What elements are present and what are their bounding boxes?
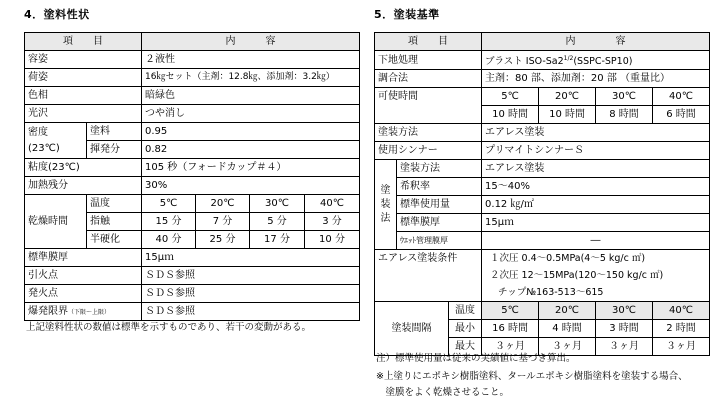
row-kashi-temp (375, 88, 710, 106)
value-chougou: 主剤：80 部、添加剤：20 部 （重量比） (482, 70, 710, 88)
label-kanetsu: 加熱残分 (25, 177, 142, 195)
value-airless (482, 250, 710, 302)
kashi-temp-cell: 40℃ (653, 88, 710, 106)
kashi-temp-cell: 30℃ (596, 88, 653, 106)
label-mitsudo-line1: 密度 (28, 126, 48, 138)
group-char: 塗 (380, 184, 391, 196)
kanso-semi-cell: 40 分 (142, 231, 196, 249)
interval-min-cell: 3 時間 (596, 320, 653, 338)
label-nisugata: 荷姿 (25, 69, 142, 87)
header-item: 項 目 (25, 33, 142, 51)
label-mitsudo (25, 123, 87, 159)
row-iroai (25, 87, 360, 105)
kashi-time-cell: 10 時間 (539, 106, 596, 124)
row-makuatsu (25, 249, 360, 267)
coating-standard-table (374, 32, 710, 356)
row-bakuhatsu (25, 303, 360, 321)
label-shitaji: 下地処理 (375, 51, 482, 70)
interval-max-cell: ３ヶ月 (539, 338, 596, 356)
right-note-3: 塗膜をよく乾燥させること。 (376, 387, 510, 398)
shitaji-suffix: (SSPC-SP10) (573, 56, 633, 68)
interval-max-cell: ３ヶ月 (596, 338, 653, 356)
row-nendo (25, 159, 360, 177)
row-shiyouryou (375, 196, 710, 214)
label-thinner: 使用シンナー (375, 142, 482, 160)
label-hakkaten: 発火点 (25, 285, 142, 303)
table-header-row (25, 33, 360, 51)
interval-temp-cell: 5℃ (482, 302, 539, 320)
label-chougou: 調合法 (375, 70, 482, 88)
value-thinner: プリマイトシンナーＳ (482, 142, 710, 160)
airless-line3: チップ№163-513～615 (498, 287, 604, 299)
label-inkaten: 引火点 (25, 267, 142, 285)
right-note-2: ※上塗りにエポキシ樹脂塗料、タールエポキシ樹脂塗料を塗装する場合、 (376, 371, 688, 382)
kanso-touch-cell: 7 分 (196, 213, 250, 231)
label-makuatsu: 標準膜厚 (25, 249, 142, 267)
interval-max-cell: ３ヶ月 (653, 338, 710, 356)
label-shiyouryou: 標準使用量 (397, 196, 482, 214)
interval-temp-cell: 20℃ (539, 302, 596, 320)
value-group-method: エアレス塗装 (482, 160, 710, 178)
kashi-temp-cell: 5℃ (482, 88, 539, 106)
kanso-temp-cell: 5℃ (142, 195, 196, 213)
row-hakkaten (25, 285, 360, 303)
label-bakuhatsu-range: （下限～上限） (68, 308, 111, 316)
header-item: 項 目 (375, 33, 482, 51)
label-group-makuatsu: 標準膜厚 (397, 214, 482, 232)
kanso-semi-cell: 10 分 (305, 231, 360, 249)
kanso-touch-cell: 5 分 (250, 213, 305, 231)
label-group-method: 塗装方法 (397, 160, 482, 178)
interval-min-cell: 2 時間 (653, 320, 710, 338)
group-label-tosouhou (375, 160, 397, 250)
value-group-makuatsu: 15μｍ (482, 214, 710, 232)
row-kishaku (375, 178, 710, 196)
value-kishaku: 15～40% (482, 178, 710, 196)
kanso-semi-cell: 17 分 (250, 231, 305, 249)
row-shitaji (375, 51, 710, 70)
left-footnote: 上記塗料性状の数値は標準を示すものであり、若干の変動がある。 (26, 322, 312, 333)
value-shitaji (482, 51, 710, 70)
row-koutaku (25, 105, 360, 123)
label-koutaku: 光沢 (25, 105, 142, 123)
kanso-touch-cell: 15 分 (142, 213, 196, 231)
value-inkaten: ＳＤＳ参照 (142, 267, 360, 285)
kanso-temp-cell: 20℃ (196, 195, 250, 213)
value-nendo: 105 秒（フォードカップ＃４） (142, 159, 360, 177)
label-kanso: 乾燥時間 (25, 195, 87, 249)
row-group-method (375, 160, 710, 178)
row-tosou-houhou (375, 124, 710, 142)
row-kanetsu (25, 177, 360, 195)
label-mitsudo-line2: (23℃) (28, 142, 60, 154)
label-bakuhatsu-main: 爆発限界 (28, 305, 68, 317)
value-paint-density: 0.95 (142, 123, 360, 141)
row-airless (375, 250, 710, 302)
label-kanso-touch: 指触 (87, 213, 142, 231)
label-interval: 塗装間隔 (375, 302, 449, 356)
label-interval-min: 最小 (449, 320, 482, 338)
group-char: 法 (380, 212, 391, 224)
value-hakkaten: ＳＤＳ参照 (142, 285, 360, 303)
kanso-temp-cell: 30℃ (250, 195, 305, 213)
row-youki (25, 51, 360, 69)
kashi-time-cell: 6 時間 (653, 106, 710, 124)
interval-min-cell: 4 時間 (539, 320, 596, 338)
label-kanso-semi: 半硬化 (87, 231, 142, 249)
row-interval-temp (375, 302, 710, 320)
shitaji-prefix: ブラスト ISO-Sa2 (485, 56, 564, 68)
value-bakuhatsu: ＳＤＳ参照 (142, 303, 360, 321)
value-wet: ― (482, 232, 710, 250)
interval-min-cell: 16 時間 (482, 320, 539, 338)
value-makuatsu: 15μｍ (142, 249, 360, 267)
kashi-time-cell: 8 時間 (596, 106, 653, 124)
label-iroai: 色相 (25, 87, 142, 105)
right-note-1: 注）標準使用量は従来の実績値に基づき算出。 (376, 353, 576, 364)
row-group-makuatsu (375, 214, 710, 232)
value-koutaku: つや消し (142, 105, 360, 123)
label-kashi: 可使時間 (375, 88, 482, 124)
kanso-semi-cell: 25 分 (196, 231, 250, 249)
row-thinner (375, 142, 710, 160)
kanso-temp-cell: 40℃ (305, 195, 360, 213)
section-title-paint-properties: 4．塗料性状 (24, 8, 90, 21)
header-content: 内 容 (142, 33, 360, 51)
label-kishaku: 希釈率 (397, 178, 482, 196)
value-shiyouryou: 0.12 ㎏/㎡ (482, 196, 710, 214)
interval-max-cell: ３ヶ月 (482, 338, 539, 356)
row-chougou (375, 70, 710, 88)
header-content: 内 容 (482, 33, 710, 51)
row-wet (375, 232, 710, 250)
label-kanso-temp: 温度 (87, 195, 142, 213)
airless-line1: １次圧 0.4～0.5MPa(4～5 kg/c ㎡) (490, 253, 646, 265)
label-nendo: 粘度(23℃) (25, 159, 142, 177)
value-iroai: 暗緑色 (142, 87, 360, 105)
row-mitsudo-paint (25, 123, 360, 141)
airless-line2: ２次圧 12～15MPa(120～150 kg/c ㎡) (490, 270, 664, 282)
row-nisugata (25, 69, 360, 87)
paint-properties-table (24, 32, 360, 321)
value-nisugata: 16㎏セット（主剤：12.8㎏、添加剤：3.2㎏） (142, 69, 360, 87)
interval-temp-cell: 40℃ (653, 302, 710, 320)
value-youki: ２液性 (142, 51, 360, 69)
label-interval-temp: 温度 (449, 302, 482, 320)
group-char: 装 (380, 198, 391, 210)
label-airless: エアレス塗装条件 (375, 250, 482, 302)
kashi-time-cell: 10 時間 (482, 106, 539, 124)
value-volatile-density: 0.82 (142, 141, 360, 159)
label-interval-max: 最大 (449, 338, 482, 356)
value-tosou-houhou: エアレス塗装 (482, 124, 710, 142)
table-header-row (375, 33, 710, 51)
interval-temp-cell: 30℃ (596, 302, 653, 320)
label-wet: ｳｴｯﾄ管理膜厚 (397, 232, 482, 250)
section-title-coating-standard: 5．塗装基準 (374, 8, 440, 21)
kashi-temp-cell: 20℃ (539, 88, 596, 106)
label-volatile: 揮発分 (87, 141, 142, 159)
label-bakuhatsu (25, 303, 142, 321)
shitaji-frac: 1/2 (563, 55, 574, 62)
label-tosou-houhou: 塗装方法 (375, 124, 482, 142)
row-inkaten (25, 267, 360, 285)
row-kanso-temp (25, 195, 360, 213)
value-kanetsu: 30% (142, 177, 360, 195)
kanso-touch-cell: 3 分 (305, 213, 360, 231)
label-paint: 塗料 (87, 123, 142, 141)
label-youki: 容姿 (25, 51, 142, 69)
